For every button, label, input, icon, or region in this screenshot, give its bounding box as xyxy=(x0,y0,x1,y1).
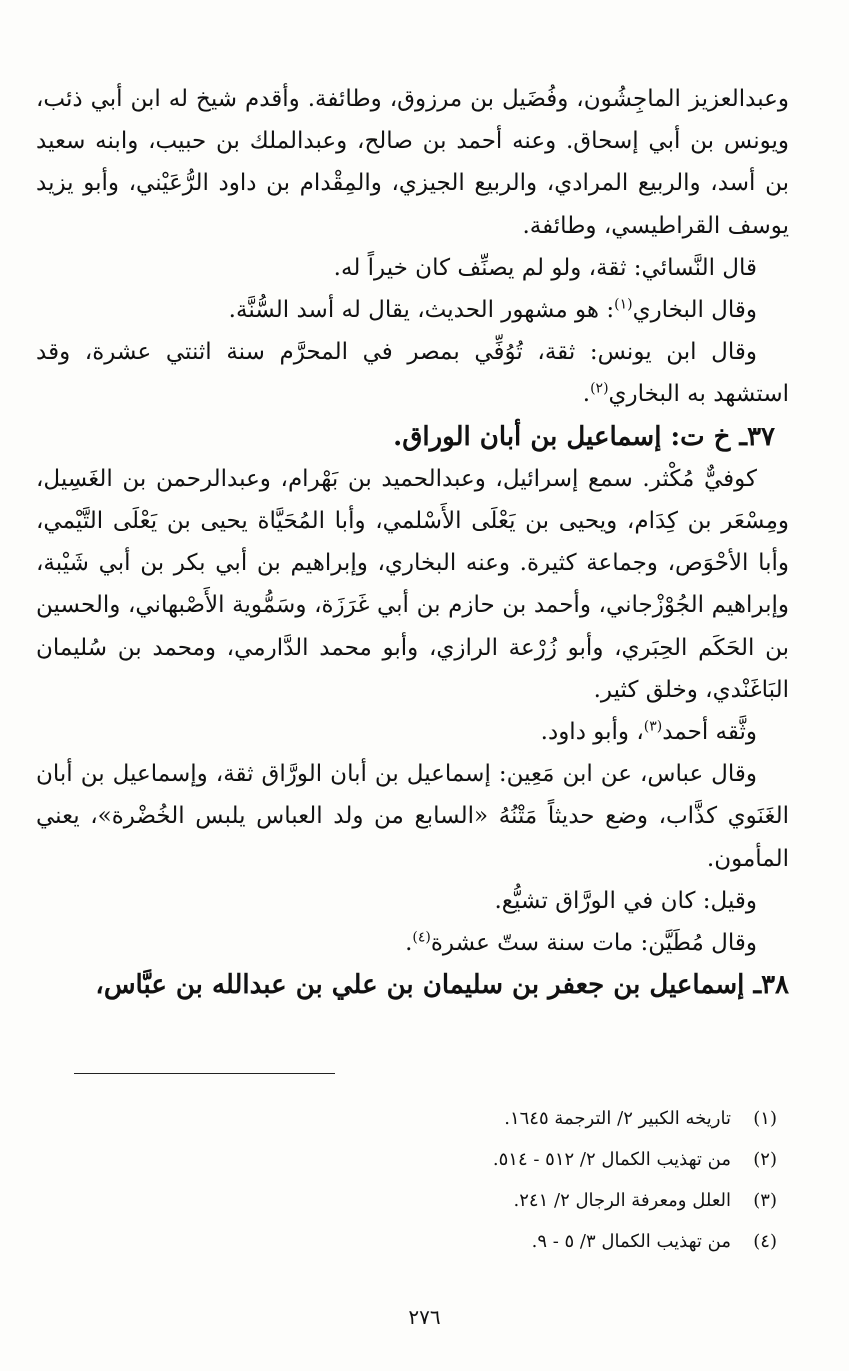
footnote-ref-2[interactable]: (٢) xyxy=(590,380,609,397)
paragraph-text: وقال مُطَيَّن: مات سنة ستّ عشرة xyxy=(430,930,757,957)
footnote-text: من تهذيب الكمال ٢/ ٥١٢ - ٥١٤. xyxy=(492,1149,731,1170)
footnote-number: (٤) xyxy=(753,1231,777,1252)
footnote xyxy=(40,1139,777,1180)
footnote-number: (١) xyxy=(753,1108,777,1129)
footnote xyxy=(40,1098,777,1139)
entry-heading-38: ٣٨ـ إسماعيل بن جعفر بن سليمان بن علي بن عبدالله بن عبَّاس، xyxy=(95,970,789,1001)
entry-heading-37: ٣٧ـ خ ت: إسماعيل بن أبان الوراق. xyxy=(393,421,775,452)
footnotes xyxy=(40,1098,777,1262)
paragraph-nasai: قال النَّسائي: ثقة، ولو لم يصنِّف كان خيراً له. xyxy=(333,254,757,281)
paragraph-entry-37: كوفيٌّ مُكْثر. سمع إسرائيل، وعبدالحميد بن بَهْرام، وعبدالرحمن بن الغَسِيل، ومِسْعَر بن كِدَام، ويحيى بن يَعْلَى الأَسْلمي، وأبا المُحَيَّاة يحيى بن يَعْلَى التَّيْمي، وأبا الأحْوَص، وجماعة كثيرة. وعنه البخاري، وإبراهيم بن أبي بكر بن أبي شَيْبة، وإبراهيم الجُوْزْجاني، وأحمد بن حازم بن أبي غَرَزَة، وسَمُّوية الأَصْبهاني، والحسين بن الحَكَم الحِبَري، وأبو زُرْعة الرازي، وأبو محمد الدَّارمي، ومحمد بن سُليمان البَاغَنْدي، وخلق كثير. xyxy=(36,465,789,703)
paragraph-ahmad xyxy=(36,711,789,753)
paragraph-text: وقال ابن يونس: ثقة، تُوُفِّي بمصر في المحرَّم سنة اثنتي عشرة، وقد استشهد به البخاري xyxy=(36,339,789,408)
paragraph-mutayyan xyxy=(36,922,789,964)
paragraph-text: . xyxy=(405,930,413,957)
footnote-text: من تهذيب الكمال ٣/ ٥ - ٩. xyxy=(531,1231,731,1252)
paragraph-text: وقال البخاري xyxy=(632,297,757,324)
footnote-number: (٣) xyxy=(753,1190,777,1211)
footnote-ref-1[interactable]: (١) xyxy=(614,296,633,313)
footnote-ref-4[interactable]: (٤) xyxy=(412,929,431,946)
paragraph-abbas: وقال عباس، عن ابن مَعِين: إسماعيل بن أبان الورَّاق ثقة، وإسماعيل بن أبان الغَنَوي كذَّاب، وضع حديثاً مَتْنُهُ «السابع من ولد العباس يلبس الخُضْرة»، يعني المأمون. xyxy=(36,761,789,872)
paragraph-text: : هو مشهور الحديث، يقال له أسد السُّنَّة. xyxy=(228,297,615,324)
paragraph-ibn-yunus xyxy=(36,331,789,415)
paragraph-text: ، وأبو داود. xyxy=(540,719,644,746)
main-text xyxy=(36,78,789,1006)
footnote-text: تاريخه الكبير ٢/ الترجمة ١٦٤٥. xyxy=(504,1108,731,1129)
footnote-number: (٢) xyxy=(753,1149,777,1170)
paragraph-text: وثَّقه أحمد xyxy=(662,719,757,746)
paragraph-tashayyu: وقيل: كان في الورَّاق تشيُّع. xyxy=(494,887,757,914)
footnote xyxy=(40,1180,777,1221)
paragraph-text: . xyxy=(582,381,591,408)
footnote-text: العلل ومعرفة الرجال ٢/ ٢٤١. xyxy=(513,1190,731,1211)
paragraph-bukhari xyxy=(36,289,789,331)
footnote-ref-3[interactable]: (٣) xyxy=(643,718,663,735)
footnote-divider xyxy=(74,1073,335,1074)
page-number: ٢٧٦ xyxy=(408,1305,441,1329)
paragraph-narrators: وعبدالعزيز الماجِشُون، وفُضَيل بن مرزوق، وطائفة. وأقدم شيخ له ابن أبي ذئب، ويونس بن أبي إسحاق. وعنه أحمد بن صالح، وعبدالملك بن حبيب، وابنه سعيد بن أسد، والربيع المرادي، والربيع الجيزي، والمِقْدام بن داود الرُّعَيْني، وأبو يزيد يوسف القراطيسي، وطائفة. xyxy=(36,86,789,239)
footnote xyxy=(40,1221,777,1262)
